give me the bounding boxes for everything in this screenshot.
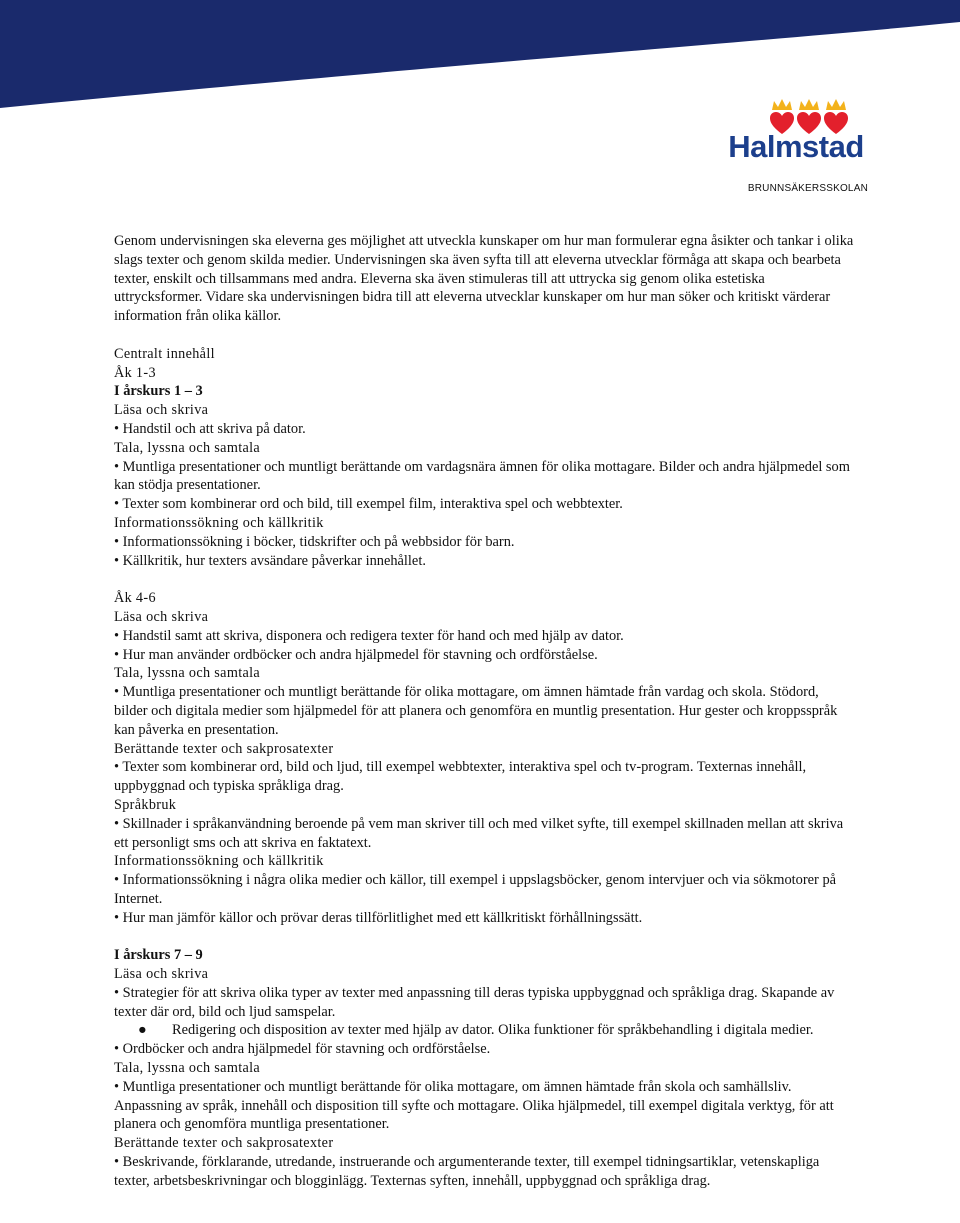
bullet-item: • Beskrivande, förklarande, utredande, instruerande och argumenterande texter, till exempel tidningsartiklar, vetenskapliga texter, arbetsbeskrivningar och blogginlägg. Texternas syften, innehåll, uppbyggnad och språkliga drag. (114, 1154, 820, 1189)
subheading: Tala, lyssna och samtala (114, 665, 261, 682)
subheading: Läsa och skriva (114, 402, 209, 419)
subheading: Tala, lyssna och samtala (114, 439, 261, 456)
bullet-item: • Strategier för att skriva olika typer av texter med anpassning till deras typiska uppbyggnad och språkliga drag. Skapande av texter där ord, bild och ljud samspelar. (114, 984, 835, 1020)
intro-paragraph: Genom undervisningen ska eleverna ges möjlighet att utveckla kunskaper om hur man formulerar egna åsikter och tankar i olika slags texter och genom skilda medier. Undervisningen ska även syfta till att eleverna utvecklar förmåga att skapa och bearbeta texter, enskilt och tillsammans med andra. Eleverna ska även stimuleras till att uttrycka sig genom olika estetiska uttrycksformer. Vidare ska undervisningen bidra till att eleverna utvecklar kunskaper om hur man söker och kritiskt värderar information från olika källor. (114, 233, 854, 325)
ak46-heading: Åk 4-6 (114, 590, 156, 607)
bullet-item: • Källkritik, hur texters avsändare påverkar innehållet. (114, 552, 426, 569)
bullet-item: • Informationssökning i några olika medier och källor, till exempel i uppslagsböcker, genom intervjuer och via sökmotorer på Internet. (114, 872, 837, 907)
subheading: Språkbruk (114, 796, 177, 813)
dot-bullet-item (114, 1021, 854, 1040)
subheading: Läsa och skriva (114, 966, 209, 983)
school-name: BRUNNSÄKERSSKOLAN (747, 183, 868, 194)
bullet-item: • Ordböcker och andra hjälpmedel för stavning och ordförståelse. (114, 1041, 491, 1058)
bullet-item: • Texter som kombinerar ord, bild och ljud, till exempel webbtexter, interaktiva spel och tv-program. Texternas innehåll, uppbyggnad och typiska språkliga drag. (114, 759, 807, 795)
subheading: Berättande texter och sakprosatexter (114, 1135, 334, 1152)
bullet-item: • Skillnader i språkanvändning beroende på vem man skriver till och med vilket syfte, till exempel skillnaden mellan att skriva ett personligt sms och att skriva en faktatext. (114, 815, 844, 851)
bullet-item: • Handstil samt att skriva, disponera och redigera texter för hand och med hjälp av dator. (114, 627, 624, 644)
halmstad-logo (722, 98, 870, 168)
bullet-item: • Informationssökning i böcker, tidskrifter och på webbsidor för barn. (114, 533, 515, 550)
bullet-item: • Muntliga presentationer och muntligt berättande för olika mottagare, om ämnen hämtade från vardag och skola. Stödord, bilder och digitala medier som hjälpmedel för att planera och genomföra en muntlig presentation. Hur gester och kroppsspråk kan påverka en presentation. (114, 684, 838, 738)
bullet-item: • Hur man jämför källor och prövar deras tillförlitlighet med ett källkritiskt förhållningssätt. (114, 909, 643, 926)
bullet-dot-icon: ● (138, 1022, 147, 1039)
ak13-heading: Åk 1-3 (114, 364, 156, 381)
header-banner (0, 0, 960, 110)
subheading: Informationssökning och källkritik (114, 853, 324, 870)
bullet-item: • Texter som kombinerar ord och bild, till exempel film, interaktiva spel och webbtexter. (114, 496, 623, 513)
bullet-item: • Handstil och att skriva på dator. (114, 420, 306, 437)
i13-heading: I årskurs 1 – 3 (114, 383, 203, 400)
logo-text: Halmstad (728, 129, 864, 164)
document-body (114, 232, 854, 1191)
centralt-heading: Centralt innehåll (114, 345, 215, 362)
bullet-item: • Muntliga presentationer och muntligt berättande för olika mottagare, om ämnen hämtade från skola och samhällsliv. Anpassning av språk, innehåll och disposition till syfte och mottagare. Olika hjälpmedel, till exempel digitala verktyg, för att planera och genomföra muntliga presentationer. (114, 1078, 834, 1133)
bullet-item: • Muntliga presentationer och muntligt berättande om vardagsnära ämnen för olika mottagare. Bilder och andra hjälpmedel som kan stödja presentationer. (114, 458, 850, 494)
subheading: Läsa och skriva (114, 608, 209, 625)
subheading: Berättande texter och sakprosatexter (114, 740, 334, 757)
bullet-item: • Hur man använder ordböcker och andra hjälpmedel för stavning och ordförståelse. (114, 646, 598, 663)
bullet-text: Redigering och disposition av texter med hjälp av dator. Olika funktioner för språkbehandling i digitala medier. (172, 1022, 814, 1039)
subheading: Informationssökning och källkritik (114, 514, 324, 531)
i79-heading: I årskurs 7 – 9 (114, 947, 203, 964)
subheading: Tala, lyssna och samtala (114, 1060, 261, 1077)
